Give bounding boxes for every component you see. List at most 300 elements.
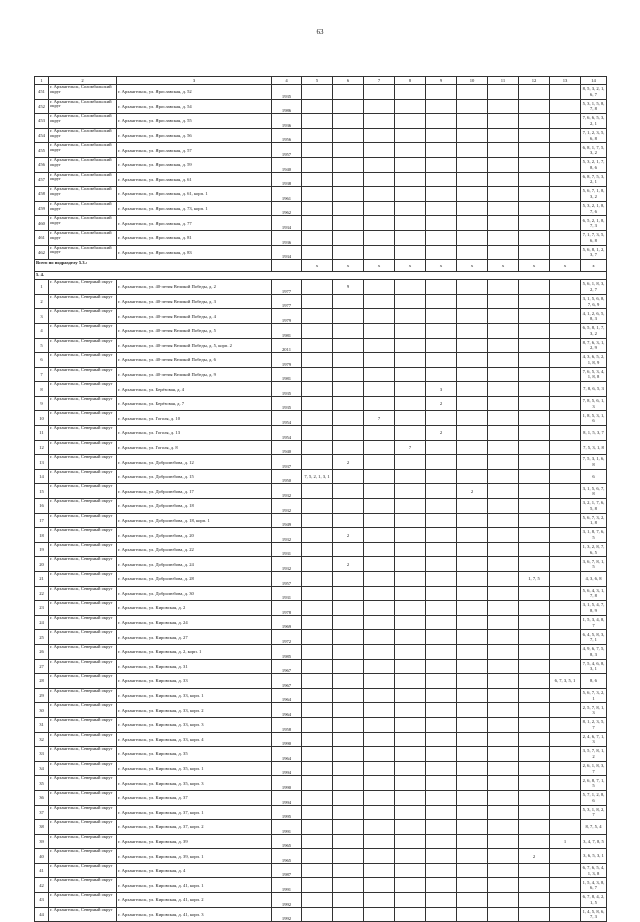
cell-district: г. Архангельск, Соломбальский округ (49, 172, 117, 187)
cell-address: г. Архангельск, ул. Кировская, д. 31 (117, 659, 272, 674)
cell-c11 (488, 396, 519, 411)
cell-c9 (426, 586, 457, 601)
cell-c13 (550, 230, 581, 245)
table-row (35, 776, 607, 791)
cell-c6 (333, 703, 364, 718)
cell-address: г. Архангельск, ул. Берёзовая, д. 7 (117, 396, 272, 411)
cell-district: г. Архангельск, Северный округ (49, 557, 117, 572)
cell-c8 (395, 157, 426, 172)
cell-c14: 4, 3, 6, 8 (581, 572, 607, 587)
cell-c11 (488, 411, 519, 426)
cell-c14: 7, 5, 4, 6, 8, 3, 1 (581, 659, 607, 674)
cell-c9 (426, 644, 457, 659)
cell-address: г. Архангельск, ул. Добролюбова, д. 17 (117, 484, 272, 499)
cell-address: г. Архангельск, ул. Ярославская, д. 59 (117, 157, 272, 172)
cell-c8 (395, 688, 426, 703)
table-row (35, 790, 607, 805)
cell-c13 (550, 586, 581, 601)
cell-c14: 3, 2, 1, 7, 6, 5, 8 (581, 499, 607, 514)
cell-address: г. Архангельск, ул. Добролюбова, д. 18 (117, 499, 272, 514)
cell-c6: 2 (333, 528, 364, 543)
cell-c9 (426, 499, 457, 514)
cell-c6 (333, 230, 364, 245)
cell-c10 (457, 323, 488, 338)
cell-c8 (395, 528, 426, 543)
cell-no: 453 (35, 114, 49, 129)
table-row (35, 455, 607, 470)
cell-no: 10 (35, 411, 49, 426)
cell-year: 1961 (272, 187, 302, 202)
table-row (35, 747, 607, 762)
cell-district: г. Архангельск, Северный округ (49, 499, 117, 514)
cell-no: 456 (35, 157, 49, 172)
cell-c5 (302, 382, 333, 397)
cell-c14: 3, 6, 7, 8, 1, 5 (581, 557, 607, 572)
cell-c9 (426, 172, 457, 187)
cell-address: г. Архангельск, ул. Добролюбова, д. 28 (117, 572, 272, 587)
cell-c12 (519, 455, 550, 470)
cell-c13 (550, 790, 581, 805)
cell-year: 1964 (272, 747, 302, 762)
cell-c7 (364, 187, 395, 202)
cell-c11 (488, 615, 519, 630)
cell-c8 (395, 484, 426, 499)
cell-c6 (333, 469, 364, 484)
cell-c11 (488, 484, 519, 499)
cell-year: 1965 (272, 834, 302, 849)
cell-c7 (364, 201, 395, 216)
cell-c12 (519, 114, 550, 129)
cell-c6 (333, 644, 364, 659)
table-row (35, 338, 607, 353)
cell-c10 (457, 805, 488, 820)
cell-c8 (395, 747, 426, 762)
cell-c12 (519, 644, 550, 659)
cell-address: г. Архангельск, ул. Гоголя, д. 13 (117, 426, 272, 441)
cell-c12 (519, 245, 550, 260)
cell-year: 1994 (272, 761, 302, 776)
cell-address: г. Архангельск, ул. Кировская, д. 33, корп. 2 (117, 703, 272, 718)
cell-c8 (395, 455, 426, 470)
cell-c8 (395, 216, 426, 231)
cell-c14: 3, 4, 7, 8, 5 (581, 834, 607, 849)
cell-c5 (302, 790, 333, 805)
cell-year: 1987 (272, 863, 302, 878)
cell-district: г. Архангельск, Северный округ (49, 747, 117, 762)
header-cell: 4 (272, 77, 302, 85)
cell-c12 (519, 513, 550, 528)
cell-c9 (426, 245, 457, 260)
cell-c12 (519, 338, 550, 353)
table-row (35, 586, 607, 601)
table-row (35, 157, 607, 172)
cell-district: г. Архангельск, Северный округ (49, 542, 117, 557)
cell-c10 (457, 703, 488, 718)
cell-c8 (395, 907, 426, 922)
cell-c9 (426, 907, 457, 922)
cell-c13 (550, 542, 581, 557)
cell-c13: 6, 7, 3, 5, 1 (550, 674, 581, 689)
cell-c13 (550, 484, 581, 499)
cell-c7 (364, 230, 395, 245)
cell-no: 37 (35, 805, 49, 820)
subtotal-cell: x (519, 260, 550, 272)
cell-c6 (333, 586, 364, 601)
cell-district: г. Архангельск, Северный округ (49, 601, 117, 616)
cell-c8 (395, 732, 426, 747)
cell-year: 1990 (272, 776, 302, 791)
cell-c14: 7, 6, 6, 5, 3, 2, 1 (581, 114, 607, 129)
cell-c7 (364, 280, 395, 295)
table-row (35, 834, 607, 849)
cell-c13 (550, 630, 581, 645)
cell-no: 18 (35, 528, 49, 543)
cell-c13 (550, 323, 581, 338)
cell-c13 (550, 907, 581, 922)
table-row (35, 732, 607, 747)
cell-c6 (333, 353, 364, 368)
cell-c6 (333, 674, 364, 689)
cell-district: г. Архангельск, Северный округ (49, 863, 117, 878)
cell-c6 (333, 659, 364, 674)
cell-c12 (519, 143, 550, 158)
cell-year: 1969 (272, 615, 302, 630)
cell-c7 (364, 542, 395, 557)
cell-c11 (488, 790, 519, 805)
cell-c14: 6, 8, 1, 7, 5, 3, 2 (581, 143, 607, 158)
cell-c7 (364, 309, 395, 324)
cell-year: 1967 (272, 659, 302, 674)
cell-c11 (488, 426, 519, 441)
cell-c14: 3, 1, 8, 7, 6, 5 (581, 528, 607, 543)
cell-district: г. Архангельск, Северный округ (49, 834, 117, 849)
cell-district: г. Архангельск, Северный округ (49, 659, 117, 674)
cell-c13 (550, 455, 581, 470)
cell-c6 (333, 114, 364, 129)
cell-c6: 2 (333, 455, 364, 470)
cell-c8 (395, 143, 426, 158)
cell-c14: 5, 6, 4, 3, 1, 7, 8 (581, 586, 607, 601)
cell-c9 (426, 201, 457, 216)
cell-c14: 8, 1, 5, 3, 7 (581, 426, 607, 441)
cell-c12: 1, 7, 5 (519, 572, 550, 587)
cell-c7 (364, 688, 395, 703)
cell-c7 (364, 703, 395, 718)
cell-c5 (302, 440, 333, 455)
cell-c8 (395, 659, 426, 674)
subtotal-label: Всего по подразделу 5.3.: (35, 260, 272, 272)
cell-c5 (302, 172, 333, 187)
cell-year: 1990 (272, 732, 302, 747)
cell-c9 (426, 601, 457, 616)
cell-c6 (333, 309, 364, 324)
cell-c7 (364, 338, 395, 353)
cell-c5 (302, 323, 333, 338)
cell-district: г. Архангельск, Северный округ (49, 367, 117, 382)
cell-c13 (550, 732, 581, 747)
cell-c5 (302, 703, 333, 718)
cell-c11 (488, 659, 519, 674)
cell-c14: 3, 1, 5, 4, 7, 8, 9 (581, 601, 607, 616)
cell-c10 (457, 230, 488, 245)
cell-c6 (333, 187, 364, 202)
subtotal-cell: x (550, 260, 581, 272)
cell-c6 (333, 688, 364, 703)
cell-c6 (333, 790, 364, 805)
cell-c14: 2, 6, 1, 8, 3, 7 (581, 761, 607, 776)
cell-c5 (302, 513, 333, 528)
cell-c14: 3, 5, 7, 8, 1, 2 (581, 747, 607, 762)
cell-c14: 1, 8, 5, 3, 1, 6 (581, 411, 607, 426)
subtotal-cell: x (426, 260, 457, 272)
cell-c13 (550, 747, 581, 762)
cell-c11 (488, 674, 519, 689)
cell-district: г. Архангельск, Северный округ (49, 323, 117, 338)
cell-c13 (550, 309, 581, 324)
cell-c13 (550, 114, 581, 129)
cell-c6 (333, 513, 364, 528)
table-row (35, 143, 607, 158)
header-cell: 2 (49, 77, 117, 85)
cell-c7 (364, 805, 395, 820)
header-cell: 12 (519, 77, 550, 85)
cell-c8 (395, 805, 426, 820)
cell-c14: 7, 1, 2, 3, 5, 6, 8 (581, 128, 607, 143)
cell-district: г. Архангельск, Северный округ (49, 674, 117, 689)
cell-c10 (457, 426, 488, 441)
cell-c8 (395, 338, 426, 353)
table-row (35, 484, 607, 499)
cell-c11 (488, 761, 519, 776)
cell-c13 (550, 644, 581, 659)
cell-c11 (488, 157, 519, 172)
cell-no: 35 (35, 776, 49, 791)
cell-c12: 2 (519, 849, 550, 864)
cell-year: 1940 (272, 157, 302, 172)
cell-c14: 5, 6, 7, 1, 8, 3, 2 (581, 187, 607, 202)
cell-c13 (550, 353, 581, 368)
cell-c9: 2 (426, 396, 457, 411)
cell-c5 (302, 484, 333, 499)
cell-c5 (302, 187, 333, 202)
cell-c8 (395, 586, 426, 601)
cell-c7 (364, 484, 395, 499)
cell-year: 1932 (272, 484, 302, 499)
cell-year: 1957 (272, 143, 302, 158)
cell-c5 (302, 353, 333, 368)
cell-c11 (488, 849, 519, 864)
subtotal-cell: x (581, 260, 607, 272)
cell-c7 (364, 820, 395, 835)
cell-c10 (457, 382, 488, 397)
cell-district: г. Архангельск, Северный округ (49, 513, 117, 528)
cell-c10 (457, 601, 488, 616)
cell-c5 (302, 630, 333, 645)
cell-district: г. Архангельск, Северный округ (49, 805, 117, 820)
cell-c11 (488, 499, 519, 514)
cell-c5 (302, 201, 333, 216)
header-cell: 14 (581, 77, 607, 85)
cell-c6 (333, 367, 364, 382)
cell-c9 (426, 717, 457, 732)
cell-c6 (333, 172, 364, 187)
cell-c8 (395, 615, 426, 630)
cell-c7 (364, 396, 395, 411)
cell-no: 24 (35, 615, 49, 630)
cell-c14: 5, 7, 1, 2, 8, 6 (581, 790, 607, 805)
cell-no: 22 (35, 586, 49, 601)
cell-c12 (519, 323, 550, 338)
cell-district: г. Архангельск, Северный округ (49, 338, 117, 353)
cell-c13 (550, 703, 581, 718)
cell-c7 (364, 426, 395, 441)
cell-address: г. Архангельск, ул. Ярославская, д. 73, корп. 1 (117, 201, 272, 216)
cell-c12 (519, 187, 550, 202)
header-cell: 6 (333, 77, 364, 85)
cell-c9 (426, 85, 457, 100)
table-row (35, 309, 607, 324)
cell-district: г. Архангельск, Северный округ (49, 484, 117, 499)
cell-c8 (395, 644, 426, 659)
cell-c10 (457, 353, 488, 368)
cell-no: 36 (35, 790, 49, 805)
cell-year: 1949 (272, 513, 302, 528)
cell-c11 (488, 907, 519, 922)
cell-district: г. Архангельск, Северный округ (49, 426, 117, 441)
cell-c10 (457, 572, 488, 587)
cell-c8 (395, 99, 426, 114)
cell-c7 (364, 572, 395, 587)
cell-year: 1956 (272, 128, 302, 143)
cell-no: 43 (35, 893, 49, 908)
cell-district: г. Архангельск, Соломбальский округ (49, 99, 117, 114)
cell-c7 (364, 907, 395, 922)
cell-c13 (550, 688, 581, 703)
cell-c5 (302, 907, 333, 922)
cell-c14: 6, 8, 7, 5, 3, 2, 1 (581, 172, 607, 187)
table-row (35, 674, 607, 689)
cell-c6 (333, 820, 364, 835)
cell-c14: 5, 3, 2, 1, 8, 7, 6 (581, 201, 607, 216)
cell-c12 (519, 309, 550, 324)
cell-c14: 8, 7, 6, 3, 1, 2, 9 (581, 338, 607, 353)
cell-c7 (364, 630, 395, 645)
cell-c7 (364, 157, 395, 172)
cell-c5 (302, 615, 333, 630)
cell-c8 (395, 245, 426, 260)
cell-district: г. Архангельск, Северный округ (49, 528, 117, 543)
cell-c5 (302, 557, 333, 572)
cell-c13 (550, 99, 581, 114)
cell-c5 (302, 99, 333, 114)
cell-c10 (457, 557, 488, 572)
cell-c13 (550, 659, 581, 674)
cell-c5 (302, 528, 333, 543)
cell-c7 (364, 455, 395, 470)
cell-no: 26 (35, 644, 49, 659)
cell-c5 (302, 114, 333, 129)
cell-c12 (519, 85, 550, 100)
cell-c9 (426, 309, 457, 324)
cell-c9 (426, 572, 457, 587)
cell-c8 (395, 820, 426, 835)
cell-c12 (519, 601, 550, 616)
cell-c8: 7 (395, 440, 426, 455)
cell-year: 1958 (272, 717, 302, 732)
cell-c8 (395, 542, 426, 557)
cell-year: 1934 (272, 216, 302, 231)
cell-c10 (457, 216, 488, 231)
cell-no: 20 (35, 557, 49, 572)
cell-c7 (364, 776, 395, 791)
table-row (35, 353, 607, 368)
table-row (35, 99, 607, 114)
cell-c14: 8, 7, 5, 4 (581, 820, 607, 835)
cell-c12 (519, 528, 550, 543)
cell-district: г. Архангельск, Северный округ (49, 688, 117, 703)
table-row (35, 230, 607, 245)
cell-year: 1979 (272, 309, 302, 324)
table-row (35, 85, 607, 100)
cell-c13 (550, 128, 581, 143)
cell-c9: 2 (426, 426, 457, 441)
cell-c11 (488, 172, 519, 187)
cell-c9 (426, 703, 457, 718)
cell-c8 (395, 834, 426, 849)
cell-no: 2 (35, 294, 49, 309)
cell-c12 (519, 426, 550, 441)
cell-c13 (550, 805, 581, 820)
cell-c12 (519, 367, 550, 382)
cell-c11 (488, 630, 519, 645)
cell-c8 (395, 172, 426, 187)
section-label: 5. 4. (35, 272, 607, 280)
cell-c9 (426, 747, 457, 762)
subtotal-row (35, 260, 607, 272)
cell-address: г. Архангельск, ул. Ярославская, д. 81 (117, 230, 272, 245)
cell-c5: 7, 5, 2, 1, 3, 1 (302, 469, 333, 484)
cell-c8 (395, 703, 426, 718)
cell-no: 7 (35, 367, 49, 382)
cell-address: г. Архангельск, ул. Кировская, д. 41, корп. 2 (117, 893, 272, 908)
table-row (35, 528, 607, 543)
cell-c6 (333, 484, 364, 499)
cell-c6 (333, 805, 364, 820)
cell-year: 1936 (272, 230, 302, 245)
cell-c9 (426, 484, 457, 499)
cell-c7 (364, 761, 395, 776)
cell-c6 (333, 834, 364, 849)
cell-address: г. Архангельск, ул. Кировская, д. 37, корп. 1 (117, 805, 272, 820)
cell-c14: 6, 5, 2, 1, 8, 7, 3 (581, 216, 607, 231)
cell-c12 (519, 630, 550, 645)
cell-c11 (488, 187, 519, 202)
cell-c10 (457, 907, 488, 922)
cell-year: 1991 (272, 878, 302, 893)
cell-no: 462 (35, 245, 49, 260)
cell-c5 (302, 499, 333, 514)
cell-no: 4 (35, 323, 49, 338)
cell-c10 (457, 85, 488, 100)
section-row (35, 272, 607, 280)
table-row (35, 513, 607, 528)
cell-c13 (550, 411, 581, 426)
table-row (35, 717, 607, 732)
cell-c7 (364, 128, 395, 143)
cell-year: 1932 (272, 528, 302, 543)
cell-district: г. Архангельск, Северный округ (49, 776, 117, 791)
cell-c14: 2, 6, 8, 7, 1, 5 (581, 776, 607, 791)
